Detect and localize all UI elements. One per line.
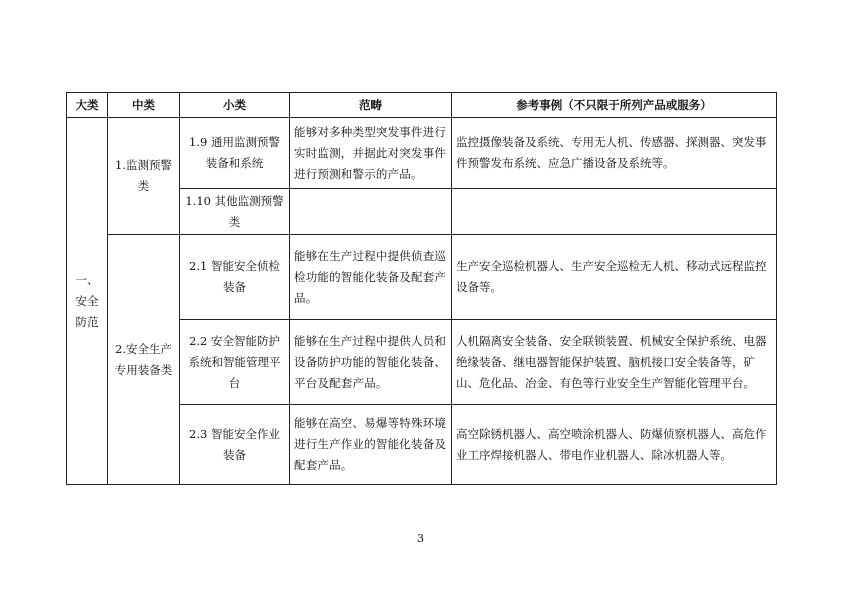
examples-cell — [452, 189, 777, 235]
header-scope: 范畴 — [290, 93, 452, 118]
sub-category-cell: 2.2 安全智能防护系统和智能管理平台 — [180, 320, 290, 405]
header-reference-examples: 参考事例（不只限于所列产品或服务） — [452, 93, 777, 118]
header-row — [67, 93, 777, 118]
page-number: 3 — [417, 532, 424, 545]
scope-cell: 能够在生产过程中提供人员和设备防护功能的智能化装备、平台及配套产品。 — [290, 320, 452, 405]
examples-cell: 监控摄像装备及系统、专用无人机、传感器、探测器、突发事件预警发布系统、应急广播设备及系统等。 — [452, 118, 777, 189]
scope-cell: 能够对多种类型突发事件进行实时监测，并据此对突发事件进行预测和警示的产品。 — [290, 118, 452, 189]
header-mid-category: 中类 — [108, 93, 180, 118]
product-catalog-table — [66, 92, 777, 485]
sub-category-cell: 1.9 通用监测预警装备和系统 — [180, 118, 290, 189]
sub-category-cell: 2.1 智能安全侦检装备 — [180, 235, 290, 320]
examples-cell: 人机隔离安全装备、安全联锁装置、机械安全保护系统、电器绝缘装备、继电器智能保护装置、脑机接口安全装备等，矿山、危化品、冶金、有色等行业安全生产智能化管理平台。 — [452, 320, 777, 405]
examples-cell: 生产安全巡检机器人、生产安全巡检无人机、移动式远程监控设备等。 — [452, 235, 777, 320]
sub-category-cell: 1.10 其他监测预警类 — [180, 189, 290, 235]
table-row — [67, 118, 777, 189]
mid-category-cell: 2.安全生产专用装备类 — [108, 235, 180, 485]
scope-cell: 能够在生产过程中提供侦查巡检功能的智能化装备及配套产品。 — [290, 235, 452, 320]
sub-category-cell: 2.3 智能安全作业装备 — [180, 405, 290, 485]
mid-category-cell: 1.监测预警类 — [108, 118, 180, 235]
scope-cell: 能够在高空、易爆等特殊环境进行生产作业的智能化装备及配套产品。 — [290, 405, 452, 485]
table-row — [67, 235, 777, 320]
header-sub-category: 小类 — [180, 93, 290, 118]
examples-cell: 高空除锈机器人、高空喷涂机器人、防爆侦察机器人、高危作业工序焊接机器人、带电作业机器人、除冰机器人等。 — [452, 405, 777, 485]
header-major-category: 大类 — [67, 93, 108, 118]
major-category-cell: 一、安全防范 — [67, 118, 108, 485]
scope-cell — [290, 189, 452, 235]
